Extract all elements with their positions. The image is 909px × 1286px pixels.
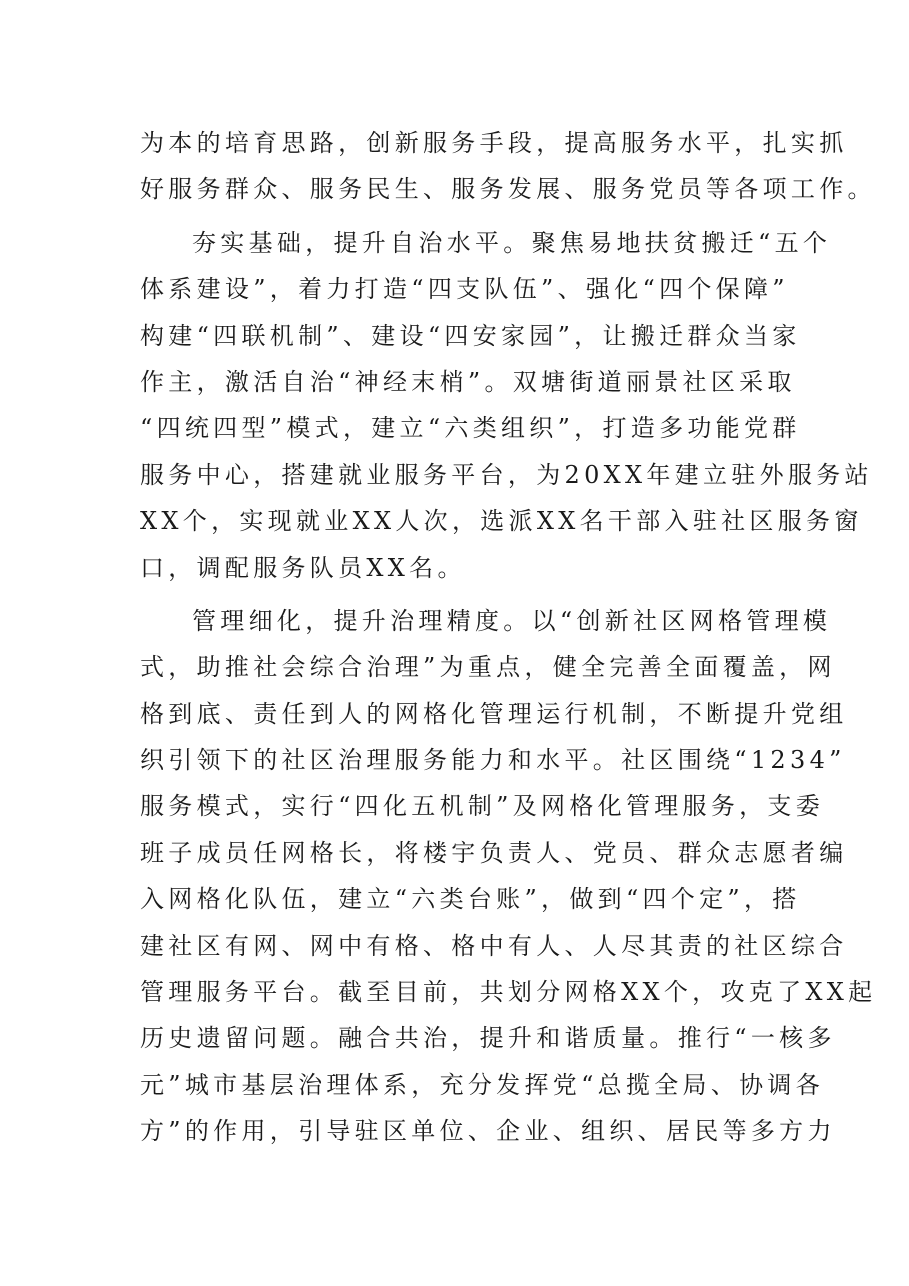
paragraph-start-line: 管理细化，提升治理精度。以“创新社区网格管理模: [192, 606, 832, 635]
text-line: 好服务群众、服务民生、服务发展、服务党员等各项工作。: [140, 175, 876, 204]
text-line: “四统四型”模式，建立“六类组织”，打造多功能党群: [140, 414, 801, 443]
body-text: [140, 120, 877, 1155]
text-line: 式，助推社会综合治理”为重点，健全完善全面覆盖，网: [140, 653, 836, 682]
text-line: 服务模式，实行“四化五机制”及网格化管理服务，支委: [140, 792, 825, 821]
text-line: 格到底、责任到人的网格化管理运行机制，不断提升党组: [140, 699, 848, 728]
text-line: 服务中心，搭建就业服务平台，为20XX年建立驻外服务站: [140, 460, 873, 489]
text-line: 入网格化队伍，建立“六类台账”，做到“四个定”，搭: [140, 885, 801, 914]
text-line: XX个，实现就业XX人次，选派XX名干部入驻社区服务窗: [140, 507, 863, 536]
text-line: 为本的培育思路，创新服务手段，提高服务水平，扎实抓: [140, 129, 848, 157]
text-line: 历史遗留问题。融合共治，提升和谐质量。推行“一核多: [140, 1024, 836, 1053]
text-line: 方”的作用，引导驻区单位、企业、组织、居民等多方力: [140, 1117, 836, 1146]
text-line: 元”城市基层治理体系，充分发挥党“总揽全局、协调各: [140, 1070, 825, 1099]
paragraph-start-line: 夯实基础，提升自治水平。聚焦易地扶贫搬迁“五个: [192, 228, 832, 257]
text-line: 作主，激活自治“神经末梢”。双塘街道丽景社区采取: [140, 367, 796, 396]
text-line: 构建“四联机制”、建设“四安家园”，让搬迁群众当家: [140, 321, 801, 350]
text-line: 口，调配服务队员XX名。: [140, 553, 466, 582]
text-line: 班子成员任网格长，将楼宇负责人、党员、群众志愿者编: [140, 838, 848, 867]
text-line: 织引领下的社区治理服务能力和水平。社区围绕“1234”: [140, 746, 846, 775]
text-line: 体系建设”，着力打造“四支队伍”、强化“四个保障”: [140, 275, 789, 304]
text-line: 管理服务平台。截至目前，共划分网格XX个，攻克了XX起: [140, 978, 877, 1007]
text-line: 建社区有网、网中有格、格中有人、人尽其责的社区综合: [140, 931, 848, 960]
